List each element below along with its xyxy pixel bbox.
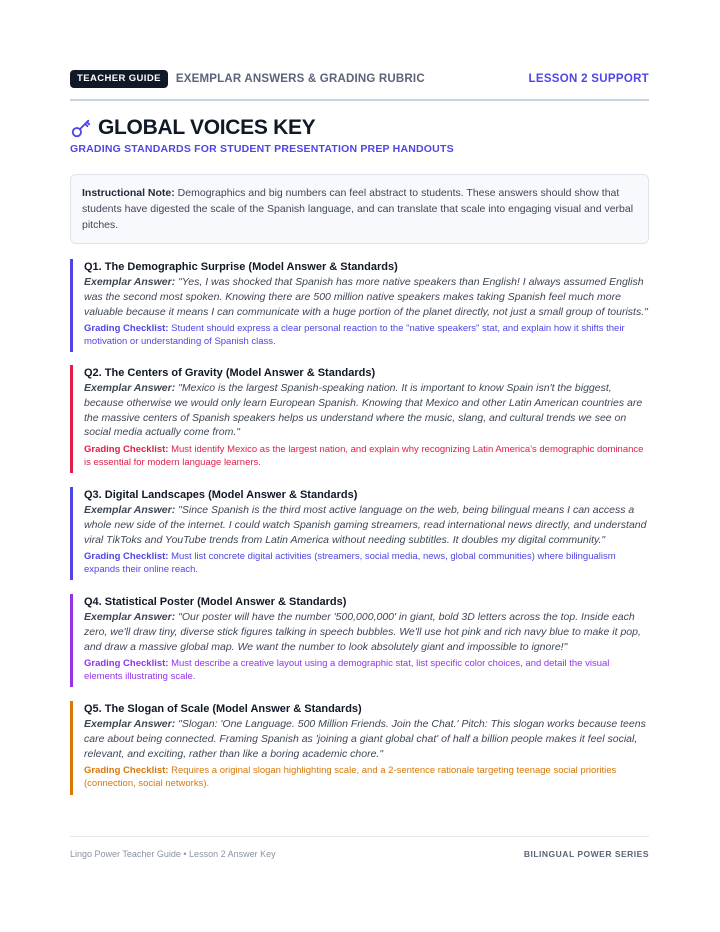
footer-right: BILINGUAL POWER SERIES [523,849,649,859]
title-row [70,116,315,140]
exemplar-answer [84,717,649,761]
page-subtitle: GRADING STANDARDS FOR STUDENT PRESENTATION PREP HANDOUTS [70,143,454,155]
page-title: GLOBAL VOICES KEY [98,116,316,139]
exemplar-answer [84,381,649,440]
question-4 [70,594,649,687]
question-title: Q2. The Centers of Gravity (Model Answer & Standards) [84,367,376,379]
answer-text: "Yes, I was shocked that Spanish has more native speakers than English! I always assumed English was the second most spoken. Knowing there are 500 million native speakers makes taking Spanish feel much more valuable because it means I can communicate with a huge portion of the planet directly, not just a small group of tourists." [84,276,648,318]
answer-label: Exemplar Answer: [84,718,176,730]
exemplar-answer [84,503,649,547]
checklist-text: Must describe a creative layout using a demographic stat, list specific color choices, and detail the visual elements illustrating scale. [84,658,610,683]
checklist-text: Student should express a clear personal reaction to the "native speakers" stat, and explain how it shifts their motivation or understanding of Spanish class. [84,323,625,348]
checklist-text: Must list concrete digital activities (streamers, social media, news, global communities) where bilingualism expands their online reach. [84,551,616,576]
checklist-label: Grading Checklist: [84,323,169,335]
answer-text: "Since Spanish is the third most active language on the web, being bilingual means I can access a whole new side of the internet. I could watch Spanish gaming streamers, read international news directly, and understand viral TikToks and YouTube trends from Latin America without needing subtitles. It doubles my digital community." [84,504,647,546]
exemplar-answer [84,275,649,319]
grading-checklist [84,657,649,683]
exemplar-answer [84,610,649,654]
checklist-text: Must identify Mexico as the largest nation, and explain why recognizing Latin America's demographic dominance is essential for modern language learners. [84,444,644,469]
answer-label: Exemplar Answer: [84,382,176,394]
checklist-label: Grading Checklist: [84,444,169,456]
question-1 [70,259,649,352]
teacher-guide-badge: TEACHER GUIDE [70,70,168,88]
question-title: Q4. Statistical Poster (Model Answer & Standards) [84,596,347,608]
header-title: EXEMPLAR ANSWERS & GRADING RUBRIC [175,73,425,85]
answer-text: "Slogan: 'One Language. 500 Million Friends. Join the Chat.' Pitch: This slogan works because teens care about being connected. Framing Spanish as 'joining a giant global chat' of half a billion people makes it feel social, relevant, and exciting, rather than like a boring academic chore." [84,718,646,760]
grading-checklist [84,764,649,790]
note-text: Demographics and big numbers can feel abstract to students. These answers should show that students have digested the scale of the Spanish language, and can translate that scale into engaging visual and verbal pitches. [82,187,634,231]
checklist-label: Grading Checklist: [84,765,169,777]
answer-text: "Our poster will have the number '500,000,000' in giant, bold 3D letters across the top. Inside each zero, we'll draw tiny, diverse stick figures talking in speech bubbles. We'll use hot pink and rich navy blue to make it pop, and draw a massive global map. We want the number to look absolutely giant and impossible to ignore!" [84,611,641,653]
grading-checklist [84,443,649,469]
grading-checklist [84,550,649,576]
question-3 [70,487,649,580]
checklist-label: Grading Checklist: [84,551,169,563]
question-title: Q3. Digital Landscapes (Model Answer & Standards) [84,489,358,501]
checklist-text: Requires a original slogan highlighting scale, and a 2-sentence rationale targeting teenage social priorities (connection, social networks). [84,765,617,790]
answer-label: Exemplar Answer: [84,504,176,516]
answer-text: "Mexico is the largest Spanish-speaking nation. It is important to know Spain isn't the biggest, because otherwise we would only learn European Spanish. Knowing that Mexico and other Latin American countries are the massive centers of Spanish speakers helps us understand where the music, slang, and cultural trends we see on social media actually come from." [84,382,643,439]
instructional-note [70,174,649,244]
key-icon [70,117,92,139]
question-2 [70,365,649,473]
answer-label: Exemplar Answer: [84,276,176,288]
grading-checklist [84,322,649,348]
question-5 [70,701,649,795]
page-footer [70,836,649,859]
question-title: Q5. The Slogan of Scale (Model Answer & Standards) [84,703,362,715]
page-header [70,70,649,101]
note-label: Instructional Note: [82,187,175,199]
answer-label: Exemplar Answer: [84,611,176,623]
question-title: Q1. The Demographic Surprise (Model Answer & Standards) [84,261,398,273]
lesson-label: LESSON 2 SUPPORT [528,73,649,85]
checklist-label: Grading Checklist: [84,658,169,670]
footer-left: Lingo Power Teacher Guide • Lesson 2 Answer Key [70,849,276,859]
